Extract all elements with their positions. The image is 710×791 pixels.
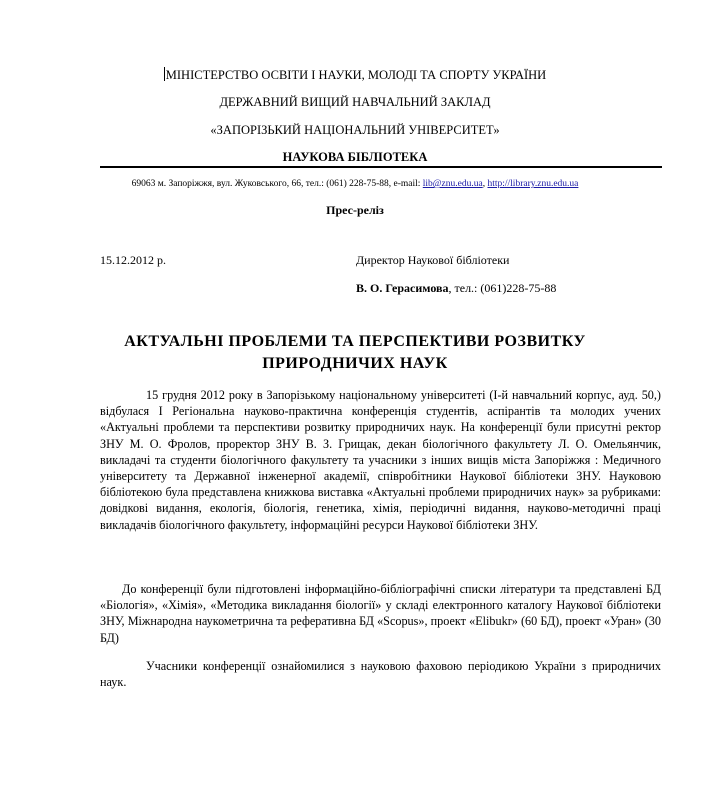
director-phone: , тел.: (061)228-75-88 [448,281,557,295]
email-link[interactable]: lib@znu.edu.ua [422,179,483,189]
article-title-line1: АКТУАЛЬНІ ПРОБЛЕМИ ТА ПЕРСПЕКТИВИ РОЗВИТКУ [124,333,586,350]
body-paragraph-1: 15 грудня 2012 року в Запорізькому національному університеті (І-й навчальний корпус, ауд. 50,) відбулася І Регіональна науково-практична конференція студентів, аспірантів та молодих учених «Актуальні проблеми та перспективи розвитку природничих наук. На конференції були присутні ректор ЗНУ М. О. Фролов, проректор ЗНУ В. З. Грищак, декан біологічного факультету Л. О. Омельянчик, викладачі та студенти біологічного факультету та учасники з інших вищів міста Запоріжжя : Медичного університету та Державної інженерної академії, співробітники Наукової бібліотеки ЗНУ. Науковою бібліотекою була представлена книжкова виставка «Актуальні проблеми природничих наук» за рубриками: довідкові видання, екологія, біологія, генетика, хімія, періодичні видання, науково-методичні праці викладачів біологічного факультету, інформаційні ресурси Наукової бібліотеки ЗНУ. [100,388,661,532]
address-text: 69063 м. Запоріжжя, вул. Жуковського, 66, тел.: (061) 228-75-88, e-mail: [131,179,423,189]
press-release-label: Прес-реліз [326,203,384,217]
website-link[interactable]: http://library.znu.edu.ua [487,179,579,189]
university-line: «ЗАПОРІЗЬКИЙ НАЦІОНАЛЬНИЙ УНІВЕРСИТЕТ» [210,123,500,137]
ministry-line: МІНІСТЕРСТВО ОСВІТИ І НАУКИ, МОЛОДІ ТА СПОРТУ УКРАЇНИ [165,68,547,82]
contact-line [0,179,710,189]
header-divider [100,166,662,168]
library-line: НАУКОВА БІБЛІОТЕКА [282,150,428,164]
body-paragraph-2: До конференції були підготовлені інформаційно-бібліографічні списки літератури та представлені БД «Біологія», «Хімія», «Методика викладання біології» у складі електронного каталогу Наукової бібліотеки ЗНУ, Міжнародна наукометрична та реферативна БД «Scopus», проект «Elibukr» (60 БД), проект «Уран» (30 БД) [100,582,661,645]
text-cursor [164,67,165,81]
article-title-line2: ПРИРОДНИЧИХ НАУК [262,355,448,372]
director-name: В. О. Герасимова [356,281,449,295]
date-text: 15.12.2012 р. [100,253,166,267]
director-title: Директор Наукової бібліотеки [356,253,510,267]
director-contact [356,281,556,296]
contact-separator: , [482,179,488,189]
body-paragraph-3: Учасники конференції ознайомилися з науковою фаховою періодикою України з природничих наук. [100,659,661,690]
institution-line: ДЕРЖАВНИЙ ВИЩИЙ НАВЧАЛЬНИЙ ЗАКЛАД [219,95,491,109]
